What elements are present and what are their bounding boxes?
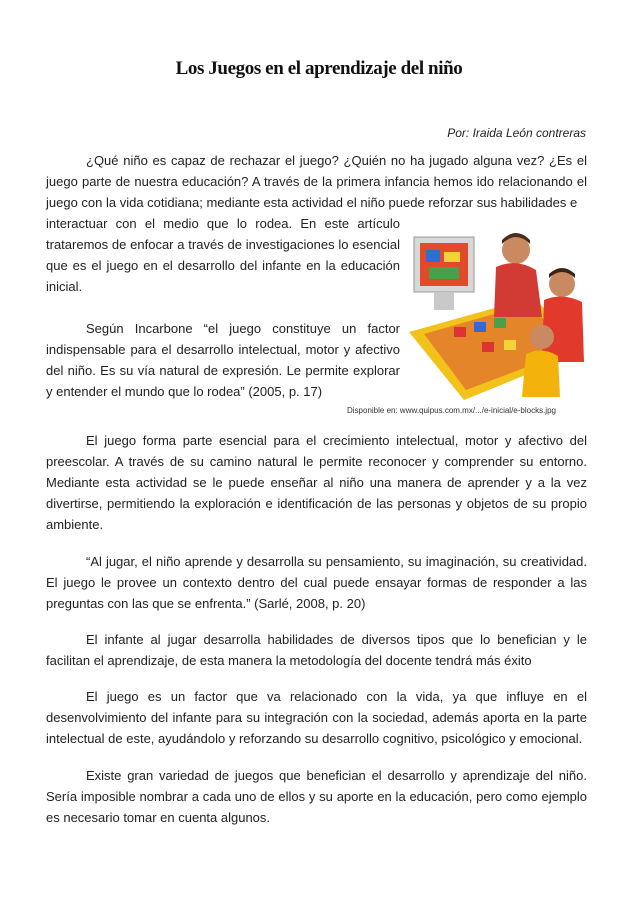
author-line: Por: Iraida León contreras xyxy=(447,126,586,140)
document-title: Los Juegos en el aprendizaje del niño xyxy=(175,58,463,79)
paragraph-variedad: Existe gran variedad de juegos que benefician el desarrollo y aprendizaje del niño. Sería imposible nombrar a cada uno de ellos y su aporte en la educación, pero como ejemplo es necesario tomar en cuenta algunos. xyxy=(46,768,587,825)
incarbone-paragraph: Según Incarbone “el juego constituye un factor indispensable para el desarrollo intelectual, motor y afectivo del niño. Es su vía natural de expresión. Le permite explorar y entender el mundo que lo rodea” (2005, p. 17) xyxy=(46,321,400,399)
children-playing-photo xyxy=(404,222,587,402)
paragraph-integracion: El juego es un factor que va relacionado con la vida, ya que influye en el desenvolvimiento del infante para su integración con la sociedad, además aporta en la parte intelectual de este, ayudándolo y reforzando su desarrollo cognitivo, psicológico y emocional. xyxy=(46,689,587,746)
paragraph-juego-esencial: El juego forma parte esencial para el crecimiento intelectual, motor y afectivo del preescolar. A través de su camino natural le permite reconocer y comprender su entorno. Mediante esta actividad se le puede enseñar al niño una manera de aprender y a la vez divertirse, permitiendo la exploración e identificación de las personas y objetos de su propio ambiente. xyxy=(46,433,587,532)
intro-paragraph-continued: interactuar con el medio que lo rodea. En este artículo trataremos de enfocar a través de investigaciones lo esencial que es el juego en el desarrollo del infante en la educación inicial. xyxy=(46,216,400,294)
paragraph-habilidades: El infante al jugar desarrolla habilidades de diversos tipos que lo benefician y le facilitan el aprendizaje, de esta manera la metodología del docente tendrá más éxito xyxy=(46,632,587,668)
intro-paragraph: ¿Qué niño es capaz de rechazar el juego? ¿Quién no ha jugado alguna vez? ¿Es el juego parte de nuestra educación? A través de la primera infancia hemos ido relacionando el juego con la vida cotidiana; mediante esta actividad el niño puede reforzar sus habilidades e xyxy=(46,153,587,210)
paragraph-sarle-quote: “Al jugar, el niño aprende y desarrolla su pensamiento, su imaginación, su creatividad. El juego le provee un contexto dentro del cual puede ensayar formas de responder a las preguntas con las que se enfrenta.” (Sarlé, 2008, p. 20) xyxy=(46,554,587,611)
image-caption: Disponible en: www.quipus.com.mx/.../e-inicial/e-blocks.jpg xyxy=(347,406,556,415)
